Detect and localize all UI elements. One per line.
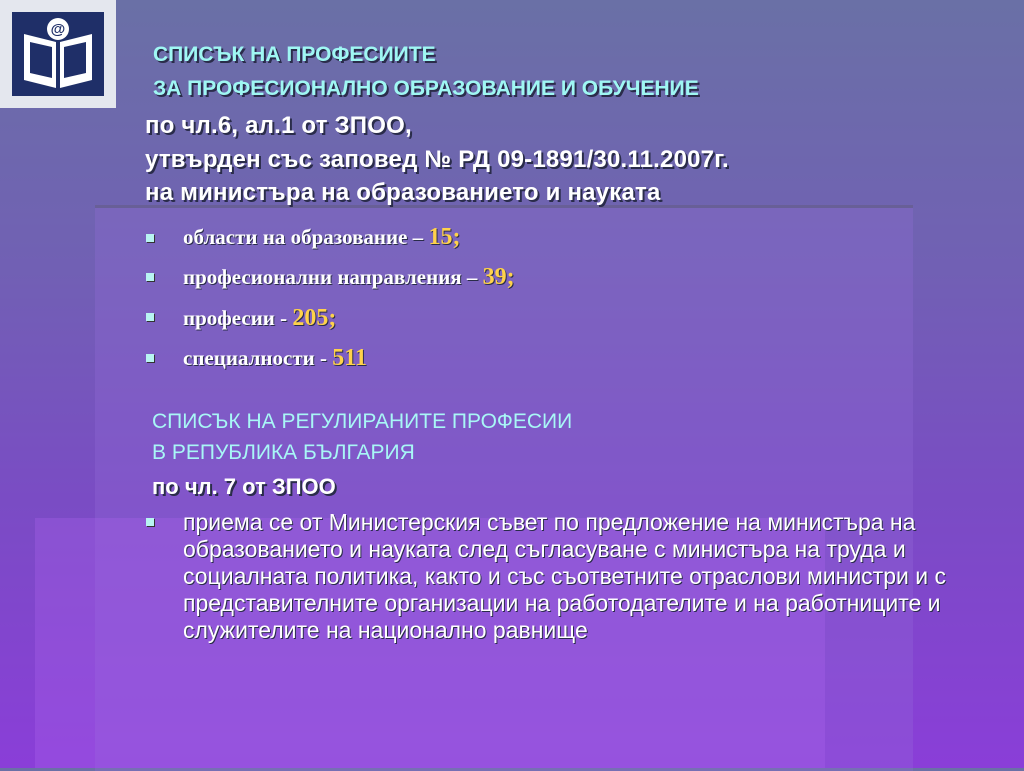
bullet-icon — [146, 518, 154, 526]
stat-value: 39; — [482, 264, 515, 290]
regulated-description: приема се от Министерския съвет по предложение на министъра на образованието и науката след съгласуване с министъра на труда и социалната политика, както и със съответните отраслови министри и с представителните организации на работодателите и на работниците и служителите на национално равнище — [183, 509, 946, 643]
title-line-5: на министъра на образованието и науката — [145, 179, 661, 206]
bullet-icon — [146, 313, 154, 321]
list-item — [183, 224, 460, 251]
list-item — [183, 305, 336, 332]
regulated-title-2: В РЕПУБЛИКА БЪЛГАРИЯ — [152, 441, 415, 464]
list-item — [183, 264, 515, 291]
stat-label: специалности - — [183, 346, 333, 370]
stat-label: професионални направления – — [183, 265, 483, 289]
bullet-icon — [146, 273, 154, 281]
logo — [0, 0, 116, 108]
stat-value: 15; — [428, 224, 461, 250]
title-line-3: по чл.6, ал.1 от ЗПОО, — [145, 112, 412, 139]
stat-label: професии - — [183, 306, 293, 330]
bullet-icon — [146, 234, 154, 242]
regulated-title-1: СПИСЪК НА РЕГУЛИРАНИТЕ ПРОФЕСИИ — [152, 410, 573, 433]
regulated-title-3: по чл. 7 от ЗПОО — [152, 474, 336, 499]
list-item — [183, 345, 367, 372]
book-at-icon — [12, 12, 104, 96]
svg-text:@: @ — [50, 21, 66, 38]
bullet-icon — [146, 354, 154, 362]
stat-value: 511 — [332, 345, 367, 371]
title-line-4: утвърден със заповед № РД 09-1891/30.11.2007г. — [145, 146, 729, 173]
title-line-2: ЗА ПРОФЕСИОНАЛНО ОБРАЗОВАНИЕ И ОБУЧЕНИЕ — [153, 77, 699, 100]
title-line-1: СПИСЪК НА ПРОФЕСИИТЕ — [153, 43, 436, 66]
stat-label: области на образование – — [183, 225, 429, 249]
stat-value: 205; — [292, 305, 337, 331]
